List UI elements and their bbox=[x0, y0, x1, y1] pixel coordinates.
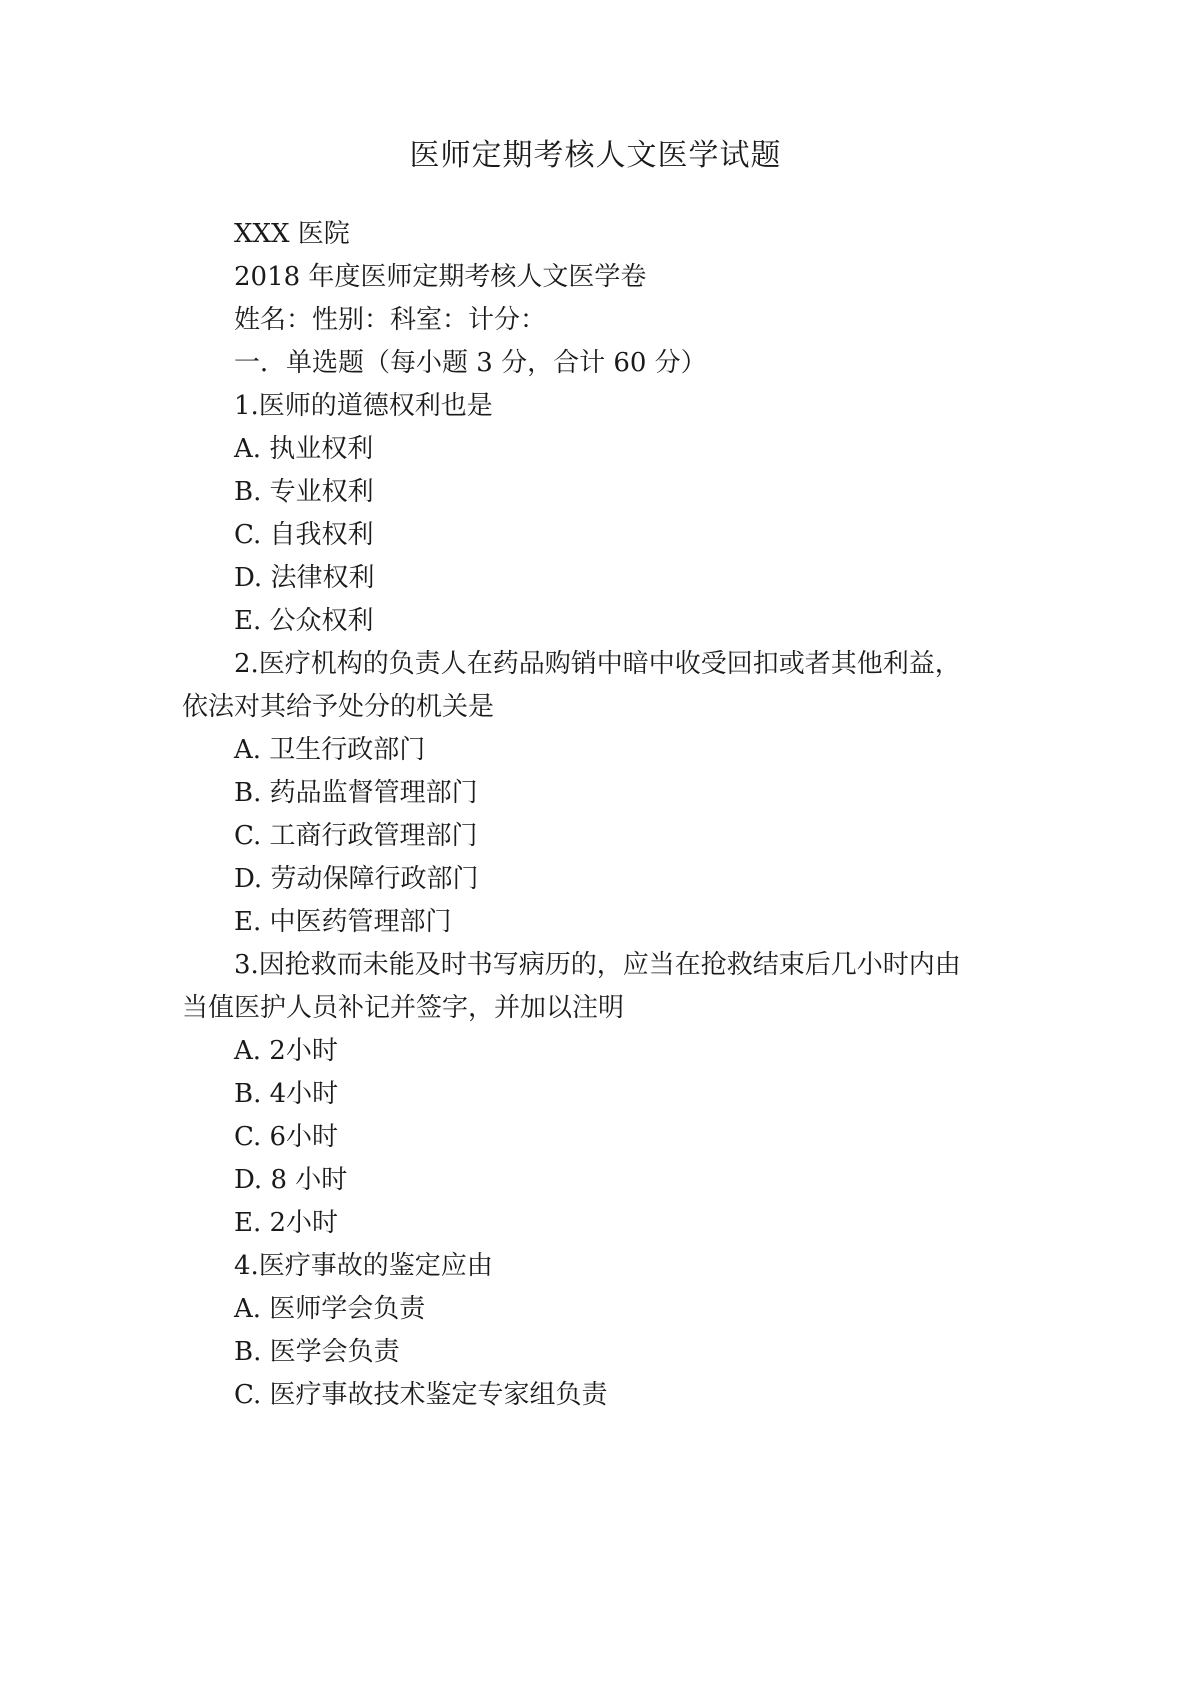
question-2-option-a: A. 卫生行政部门 bbox=[234, 735, 426, 765]
question-3-option-a: A. 2小时 bbox=[234, 1036, 338, 1066]
question-2-option-b: B. 药品监督管理部门 bbox=[234, 778, 478, 808]
question-4-option-a: A. 医师学会负责 bbox=[234, 1294, 426, 1324]
question-3-option-c: C. 6小时 bbox=[234, 1122, 339, 1152]
document-title: 医师定期考核人文医学试题 bbox=[409, 138, 782, 173]
question-1-option-e: E. 公众权利 bbox=[234, 606, 374, 636]
hospital-name: XXX 医院 bbox=[234, 219, 350, 249]
question-4-option-c: C. 医疗事故技术鉴定专家组负责 bbox=[234, 1380, 608, 1410]
candidate-info-fields: 姓名：性别：科室：计分： bbox=[234, 305, 547, 335]
question-1-option-c: C. 自我权利 bbox=[234, 520, 374, 550]
question-4-stem: 4.医疗事故的鉴定应由 bbox=[234, 1251, 493, 1281]
question-3-option-b: B. 4小时 bbox=[234, 1079, 339, 1109]
question-2-option-d: D. 劳动保障行政部门 bbox=[234, 864, 479, 894]
question-4-option-b: B. 医学会负责 bbox=[234, 1337, 400, 1367]
question-3-stem: 3.因抢救而未能及时书写病历的，应当在抢救结束后几小时内由 bbox=[234, 950, 961, 980]
question-1-option-b: B. 专业权利 bbox=[234, 477, 374, 507]
section-heading: 一．单选题（每小题 3 分，合计 60 分） bbox=[234, 348, 707, 378]
question-3-stem-continued: 当值医护人员补记并签字，并加以注明 bbox=[182, 993, 625, 1023]
question-1-option-a: A. 执业权利 bbox=[234, 434, 374, 464]
question-2-option-e: E. 中医药管理部门 bbox=[234, 907, 452, 937]
question-2-stem: 2.医疗机构的负责人在药品购销中暗中收受回扣或者其他利益， bbox=[234, 649, 961, 679]
question-3-option-e: E. 2小时 bbox=[234, 1208, 339, 1238]
question-2-option-c: C. 工商行政管理部门 bbox=[234, 821, 478, 851]
question-1-stem: 1.医师的道德权利也是 bbox=[234, 391, 493, 421]
question-2-stem-continued: 依法对其给予处分的机关是 bbox=[182, 692, 495, 722]
exam-name: 2018 年度医师定期考核人文医学卷 bbox=[234, 262, 647, 292]
question-3-option-d: D. 8 小时 bbox=[234, 1165, 348, 1195]
question-1-option-d: D. 法律权利 bbox=[234, 563, 375, 593]
